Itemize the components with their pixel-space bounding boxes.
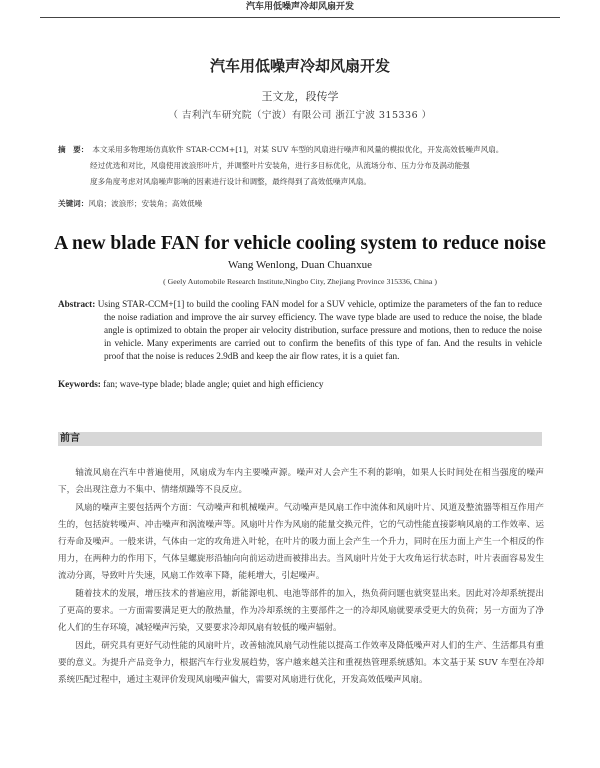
body-paragraph: 因此，研究具有更好气动性能的风扇叶片，改善轴流风扇气动性能以提高工作效率及降低噪声对人们的生产、生活都具有重要的意义。为提升产品竞争力，根据汽车行业发展趋势，客户越来越关注和重视热管理系统感知。本文基于某 SUV 车型在冷却系统匹配过程中，通过主观评价发现风扇噪声偏大，需要对风扇进行优化，开发高效低噪声风扇。 — [58, 641, 544, 685]
english-keywords-text: fan; wave-type blade; blade angle; quiet and high efficiency — [103, 379, 324, 389]
chinese-keywords-text: 风扇；波浪形；安装角；高效低噪 — [88, 199, 203, 208]
english-abstract-text: Using STAR-CCM+[1] to build the cooling FAN model for a SUV vehicle, optimize the parameters of the fan to reduce the noise radiation and improve the air survey efficiency. The wave type blade are used to reduce the noise, the blade angle is optimized to obtain the proper air velocity distribution, surface pressure and motions, then to reduce the noise in vehicle. Many experiments are carried out to confirm the benefits of this type of fan. And the results in vehicle proof that the noise is reduces 2.9dB and keep the air flow rates, it is a quiet fan. — [97, 299, 543, 361]
english-abstract — [58, 298, 542, 363]
english-affiliation: ( Geely Automobile Research Institute,Ningbo City, Zhejiang Province 315336, China ) — [163, 277, 437, 286]
chinese-keywords-label: 关键词： — [58, 199, 89, 208]
chinese-abstract — [58, 142, 548, 190]
section-body — [58, 465, 544, 690]
english-title: A new blade FAN for vehicle cooling system to reduce noise — [54, 233, 546, 254]
english-keywords — [58, 379, 542, 389]
english-abstract-label: Abstract: — [58, 299, 96, 309]
chinese-abstract-line-1: 本文采用多物理场仿真软件 STAR-CCM+[1]，对某 SUV 车型的风扇进行噪声和风量的模拟优化，开发高效低噪声风扇。 — [92, 145, 504, 154]
section-heading-bar — [58, 432, 542, 446]
chinese-abstract-line-3: 度多角度考虑对风扇噪声影响的因素进行设计和调整，最终得到了高效低噪声风扇。 — [90, 177, 371, 186]
chinese-abstract-label: 摘 要： — [58, 145, 89, 154]
chinese-authors: 王文龙，段传学 — [261, 90, 339, 103]
body-paragraph: 风扇的噪声主要包括两个方面：气动噪声和机械噪声。气动噪声是风扇工作中流体和风扇叶片、风道及整流器等相互作用产生的，包括旋转噪声、冲击噪声和涡流噪声等。风扇叶片作为风扇的能量交换元件，它的气动性能直接影响风扇的工作效率、运行寿命及噪声。一般来讲，气体由一定的攻角进入叶轮，在叶片的吸力面上会产生一个升力，同时在压力面上产生一个相反的作用力，在两种力的作用下，气体呈螺旋形沿轴向向前运动进而被排出去。当风扇叶片处于大攻角运行状态时，叶片表面容易发生流动分离，导致叶片失速，风扇工作效率下降，能耗增大，引起噪声。 — [58, 503, 544, 581]
chinese-affiliation: （ 吉利汽车研究院（宁波）有限公司 浙江宁波 315336 ） — [168, 110, 432, 121]
english-keywords-label: Keywords: — [58, 379, 101, 389]
english-authors: Wang Wenlong, Duan Chuanxue — [227, 259, 373, 271]
body-paragraph: 随着技术的发展，增压技术的普遍应用，新能源电机、电池等部件的加入，热负荷问题也就突显出来。因此对冷却系统提出了更高的要求。一方面需要满足更大的散热量，作为冷却系统的主要部件之一的冷却风扇就要承受更大的负荷；另一方面为了净化人们的生存环境，减轻噪声污染，又要要求冷却风扇有较低的噪声辐射。 — [58, 589, 544, 633]
chinese-abstract-line-2: 经过优选和对比，风扇使用波浪形叶片，并调整叶片安装角，进行多目标优化，从流场分布、压力分布及涡动能强 — [90, 161, 470, 170]
running-header — [40, 0, 560, 18]
section-title: 前言 — [60, 433, 80, 444]
chinese-title: 汽车用低噪声冷却风扇开发 — [209, 57, 390, 75]
body-paragraph: 轴流风扇在汽车中普遍使用，风扇成为车内主要噪声源。噪声对人会产生不利的影响，如果人长时间处在相当强度的噪声下，会出现注意力不集中、情绪烦躁等不良反应。 — [58, 468, 544, 495]
chinese-keywords — [58, 198, 548, 209]
running-title: 汽车用低噪声冷却风扇开发 — [245, 2, 354, 12]
